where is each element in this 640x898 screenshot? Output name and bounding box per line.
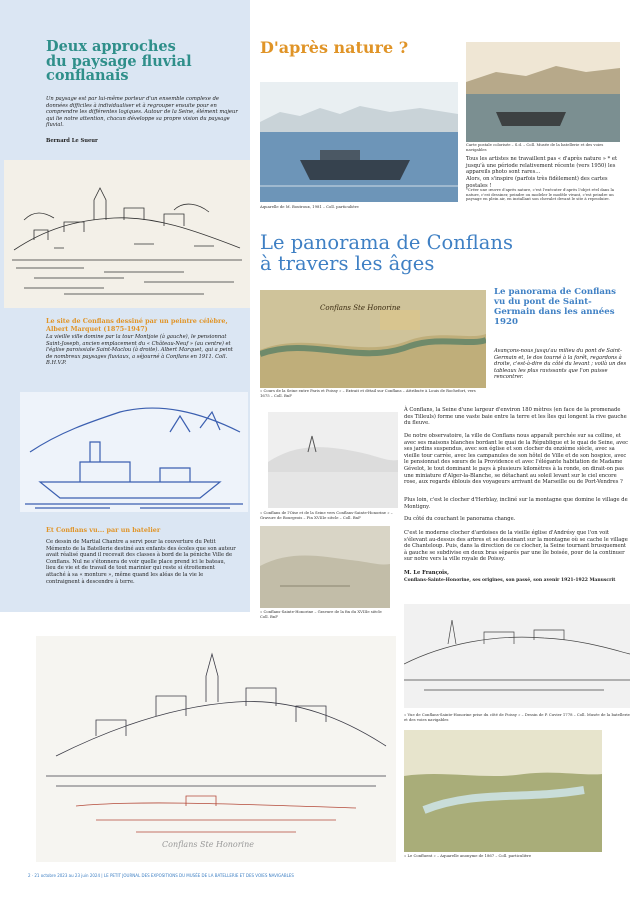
batelier-text: Ce dessin de Martial Chantre a servi pour la couverture du Petit Mémento de la Batellerie destiné aux enfants des écoles que son auteur avait réalisé quand il recevait des classes à bord de la péniche Ville de Conflans. Nul ne s'étonnera de voir quelle place prend ici le bateau, lieu de vie et de travail de tout marinier qui reste si étroitement attaché à sa « monture », même quand les aléas de la vie le contraignent à descendre à terre. bbox=[46, 539, 236, 585]
batelier-drawing bbox=[20, 392, 248, 512]
engraving-18c bbox=[260, 526, 390, 608]
batelier-heading: Et Conflans vu... par un batelier bbox=[46, 526, 161, 534]
panorama-p2: De notre observatoire, la ville de Conflans nous apparaît perchée sur sa colline, et avec ses maisons blanches bordant le quai de la République et le quai de Seine, avec ses jardins suspendus, avec son église et son clocher du onzième siècle, avec sa vieille tour carrée, avec les campanules de son hôtel de Ville et de son hospice, avec le pensionnat des sœurs de la Providence et avec l'élégante habitation de Madame Gévelot, le tout dominant le pays à plusieurs kilomètres à la ronde, on dirait-on pas une miniature d'Alger-la-Blanche, se détachant au soleil levant sur le ciel encore rose, aux regards éblouis des voyageurs arrivant de Marseille ou de Port-Vendres ? bbox=[404, 433, 629, 486]
watercolor-confluent bbox=[404, 730, 602, 852]
panorama-title: Le panorama de Conflans à travers les âges bbox=[260, 231, 513, 275]
panorama-p3: Plus loin, c'est le clocher d'Herblay, incliné sur la montagne que domine le village de Montigny. bbox=[404, 497, 628, 510]
postcard bbox=[466, 42, 620, 142]
etching-signature: Conflans Ste Honorine bbox=[162, 840, 254, 849]
marquet-text: La vieille ville domine par la tour Montjoie (à gauche), le pensionnat Saint-Joseph, ancien emplacement du « Château-Neuf » (au centre) et l'église paroissiale Saint-Maclou (à droite). Albert Marquet, qui a peint de nombreux paysages fluviaux, a séjourné à Conflans en 1911. Coll. B.H.V.P. bbox=[46, 334, 233, 367]
etching-conflans bbox=[36, 636, 396, 862]
caption-boutroux: Aquarelle de M. Boutroux, 1981 – Coll. particulière bbox=[260, 204, 359, 209]
left-intro: Un paysage est par lui-même porteur d'un ensemble complexe de données difficiles à individualiser et à regrouper ensuite pour en comprendre les différentes logiques. Autour de la Seine, élément majeur qui lie notre attention, chacun développe sa propre vision du paysage fluvial. bbox=[46, 96, 238, 129]
nature-text2: Alors, on s'inspire (parfois très fidèlement) des cartes postales ! bbox=[466, 176, 608, 189]
nature-title: D'après nature ? bbox=[260, 38, 409, 57]
panorama-p5: C'est le moderne clocher d'ardoises de la vieille église d'Andrésy que l'on voit s'élevant au-dessus des arbres et se dessinant sur la montagne où se cache le village de Chanteloup. Puis, dans la direction de ce clocher, la Seine tournant brusquement à gauche se subdivise en deux bras séparés par une île boisée, pour de la continuer sur notre vers la ville royale de Poissy. bbox=[404, 530, 628, 563]
left-author: Bernard Le Sueur bbox=[46, 138, 98, 144]
panorama-author: M. Le François, bbox=[404, 570, 449, 576]
caption-cuvier: « Vue de Conflans-Sainte-Honorine prise du côté de Poissy » – Dessin de P. Cuvier 1778 – Coll. Musée de la batellerie et des voies navigables bbox=[404, 712, 630, 722]
map-rochefort bbox=[260, 290, 486, 388]
marquet-drawing bbox=[4, 160, 250, 308]
nature-footnote: *Créer une œuvre d'après nature, c'est l'exécuter d'après l'objet réel dans la nature, c'est dessiner, peindre ou modeler le modèle vivant, c'est peindre un paysage en plein air, en installant son chevalet devant le site à reproduire. bbox=[466, 187, 615, 202]
caption-bourgeois: « Conflans de l'Oise et de la Seine vers Conflans-Sainte-Honorine » – Gravure de Bourgeois – Fin XVIIIe siècle – Coll. BnF bbox=[260, 510, 393, 520]
watercolor-boutroux bbox=[260, 82, 458, 202]
map-label: Conflans Ste Honorine bbox=[320, 304, 401, 312]
nature-text1: Tous les artistes ne travaillent pas « d'après nature » * et jusqu'à une période relativement récente (vers 1950) les appareils photo sont rares... bbox=[466, 156, 618, 176]
caption-confluent: « Le Confluent » – Aquarelle anonyme de 1867 – Coll. particulière bbox=[404, 853, 532, 858]
drawing-cuvier bbox=[404, 604, 630, 708]
panorama-p4: Du côté du couchant le panorama change. bbox=[404, 516, 516, 522]
caption-map: « Cours de la Seine entre Paris et Poissy » – Extrait et détail sur Conflans – Attribuée à Louis de Rochefort, vers 1675 – Coll. BnF bbox=[260, 388, 476, 398]
left-title: Deux approches du paysage fluvial conflanais bbox=[46, 38, 192, 84]
panorama-subheading: Le panorama de Conflans vu du pont de Saint-Germain dans les années 1920 bbox=[494, 287, 616, 327]
page-footer: 2 · 21 octobre 2023 au 23 juin 2024 | LE PETIT JOURNAL DES EXPOSITIONS DU MUSÉE DE LA BATELLERIE ET DES VOIES NAVIGABLES bbox=[28, 873, 294, 878]
panorama-lead: Avançons-nous jusqu'au milieu du pont de Saint-Germain et, le dos tourné à la forêt, regardons à droite, c'est-à-dire du côté du levant ; voilà un des tableaux les plus ravissants que l'on puisse rencontrer. bbox=[494, 348, 627, 381]
caption-18c: « Conflans-Sainte-Honorine – Gravure de la fin du XVIIIe siècle Coll. BnF bbox=[260, 609, 382, 619]
caption-postcard: Carte postale colorisée – S.d. – Coll. Musée de la batellerie et des voies navigables bbox=[466, 142, 604, 152]
panorama-p1: À Conflans, la Seine d'une largeur d'environ 180 mètres (en face de la promenade des Tilleuls) forme une vaste baie entre la terre et les îles qui longent la rive gauche du fleuve. bbox=[404, 407, 627, 427]
panorama-source: Conflans-Sainte-Honorine, ses origines, son passé, son avenir 1921-1922 Manuscrit bbox=[404, 578, 616, 583]
marquet-heading: Le site de Conflans dessiné par un peintre célèbre, Albert Marquet (1875-1947) bbox=[46, 317, 228, 333]
engraving-bourgeois bbox=[268, 412, 398, 508]
